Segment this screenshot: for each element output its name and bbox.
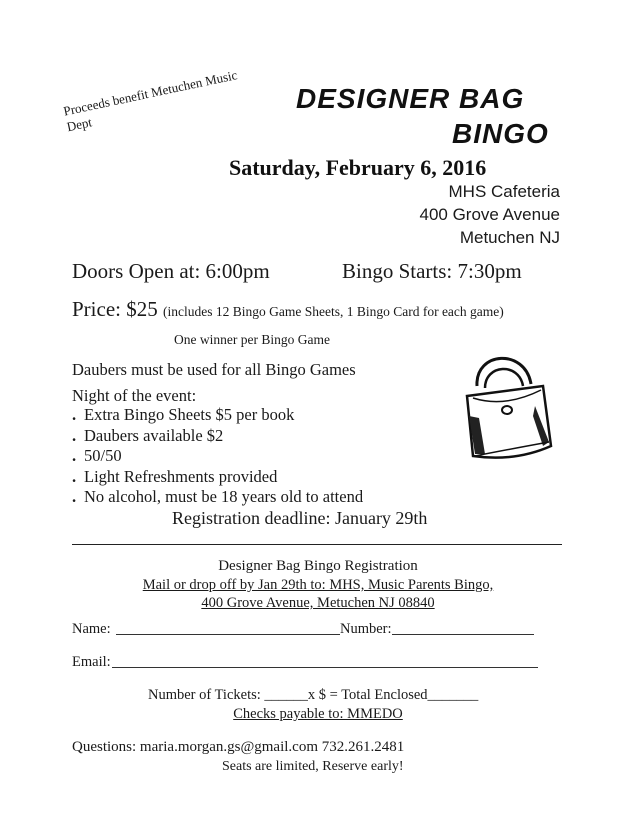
winner-note: One winner per Bingo Game — [174, 332, 330, 347]
checks-payable: Checks payable to: MMEDO — [233, 706, 403, 722]
price-label: Price: $25 — [72, 297, 158, 321]
bingo-starts: Bingo Starts: 7:30pm — [342, 259, 522, 283]
email-field[interactable] — [112, 667, 538, 668]
bullet-icon: . — [72, 487, 77, 506]
price-line — [72, 297, 504, 322]
number-field[interactable] — [392, 634, 534, 635]
night-heading: Night of the event: — [72, 386, 197, 405]
bullet-icon: . — [72, 405, 77, 424]
list-item: . Extra Bingo Sheets $5 per book — [72, 405, 295, 424]
mail-instructions-line-1: Mail or drop off by Jan 29th to: MHS, Music Parents Bingo, — [142, 577, 494, 593]
proceeds-note: Proceeds benefit Metuchen Music Dept — [62, 67, 239, 135]
name-field[interactable] — [116, 634, 340, 635]
daubers-note: Daubers must be used for all Bingo Games — [72, 360, 356, 379]
tickets-line: Number of Tickets: ______x $ = Total Enclosed_______ — [148, 687, 479, 703]
title-line-1: DESIGNER BAG — [296, 83, 525, 114]
event-date: Saturday, February 6, 2016 — [229, 155, 487, 180]
name-label: Name: — [72, 621, 111, 637]
questions-contact: Questions: maria.morgan.gs@gmail.com 732.261.2481 — [72, 739, 405, 755]
night-list — [72, 405, 363, 508]
registration-title: Designer Bag Bingo Registration — [218, 558, 418, 574]
mail-instructions-line-2: 400 Grove Avenue, Metuchen NJ 08840 — [201, 595, 435, 611]
number-label: Number: — [340, 621, 392, 637]
registration-deadline: Registration deadline: January 29th — [172, 508, 428, 528]
list-item: . 50/50 — [72, 446, 122, 465]
venue-line-3: Metuchen NJ — [459, 228, 560, 247]
bullet-icon: . — [72, 425, 77, 445]
venue-line-2: 400 Grove Avenue — [419, 205, 560, 224]
seats-note: Seats are limited, Reserve early! — [222, 759, 404, 774]
email-label: Email: — [72, 654, 111, 670]
venue-line-1: MHS Cafeteria — [448, 182, 560, 201]
bullet-icon: . — [72, 466, 77, 486]
divider — [72, 544, 562, 545]
list-item: . Daubers available $2 — [72, 425, 224, 445]
list-item: . No alcohol, must be 18 years old to attend — [72, 487, 364, 506]
doors-open: Doors Open at: 6:00pm — [72, 259, 270, 283]
price-detail: (includes 12 Bingo Game Sheets, 1 Bingo Card for each game) — [162, 304, 504, 319]
bullet-icon: . — [72, 446, 77, 465]
title-line-2: BINGO — [452, 118, 549, 149]
handbag-icon — [455, 346, 555, 466]
list-item: . Light Refreshments provided — [72, 466, 278, 486]
